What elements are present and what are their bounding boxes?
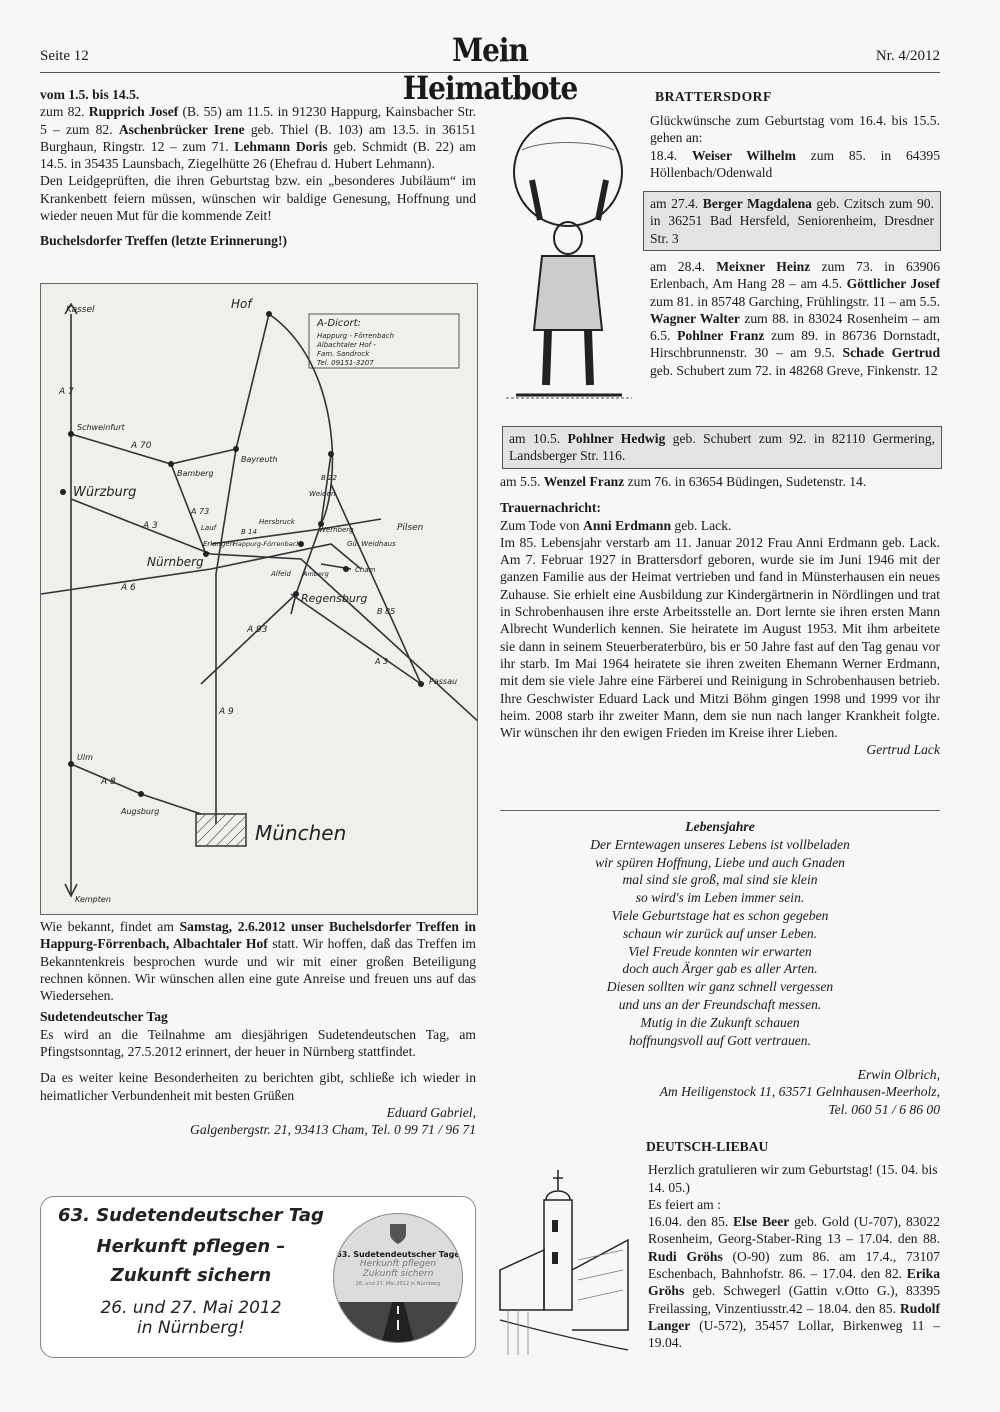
label-kempten: Kempten <box>75 895 111 904</box>
label-a3: A 3 <box>143 521 158 531</box>
obituary-heading: Trauernachricht: <box>500 500 601 516</box>
label-augsburg: Augsburg <box>121 807 160 816</box>
masthead-title: Mein Heimatbote <box>402 31 578 107</box>
poem-line: mal sind sie groß, mal sind sie klein <box>622 872 818 888</box>
event-badge <box>333 1213 463 1343</box>
label-b85: B 85 <box>377 607 396 616</box>
label-bamberg: Bamberg <box>177 469 214 478</box>
ad-line: 63. Sudetendeutscher Tag <box>58 1205 324 1226</box>
brattersdorf-list <box>650 112 940 181</box>
obituary-section <box>500 473 940 759</box>
note-line: Tel. 09151-3207 <box>317 359 374 367</box>
birthday-list: zum 82. Rupprich Josef (B. 55) am 11.5. in 91230 Happurg, Kainsbacher Str. 5 – zum 82. Aschenbrücker Irene geb. Thiel (B. 103) am 13.5. in 36151 Burghaun, Ringstr. 12 – zum 71. Lehmann Doris geb. Schmidt (B. 22) am 14.5. in 35435 Launsbach, Ziegelhütte 26 (Ehefrau d. Hubert Lehmann). <box>40 104 477 172</box>
sudeten-text: Es wird an die Teilnahme am diesjährigen Sudetendeutschen Tag, am Pfingstsonntag, 27.5.2012 erinnert, der heuer in Nürnberg stattfindet. <box>40 1026 476 1060</box>
label-weiden: Weiden <box>309 490 336 498</box>
label-muenchen: München <box>255 821 347 845</box>
poem <box>500 818 940 1049</box>
brattersdorf-heading: BRATTERSDORF <box>655 89 772 104</box>
shield-icon <box>388 1222 408 1246</box>
obituary-intro: Zum Tode von Anni Erdmann geb. Lack. <box>500 517 732 533</box>
poem-line: so wird's im Leben immer sein. <box>635 890 805 906</box>
label-happurg: Happurg-Förrenbach <box>233 540 301 548</box>
sick-wish-text: Den Leidgeprüften, die ihren Geburtstag bzw. ein „besonderes Jubiläum“ im Krankenbett feiern müssen, wünschen wir baldige Genesung, Hoffnung und wieder neuen Mut für die kommende Zeit! <box>40 173 476 224</box>
road-icon <box>334 1302 462 1342</box>
deutsch-liebau-section <box>648 1138 940 1352</box>
label-schweinfurt: Schweinfurt <box>77 423 125 432</box>
ad-line: 26. und 27. Mai 2012 <box>100 1298 282 1318</box>
poem-line: Mutig in die Zukunft schauen <box>640 1014 800 1030</box>
issue-number: Nr. 4/2012 <box>875 48 940 64</box>
page-number: Seite 12 <box>40 48 89 64</box>
label-bayreuth: Bayreuth <box>241 455 278 464</box>
label-a73: A 73 <box>191 507 210 516</box>
treffen-text: Wie bekannt, findet am Samstag, 2.6.2012 unser Buchelsdorfer Treffen in Happurg-Förrenbach, Albachtaler Hof statt. Wir hoffen, daß das Treffen im Bekanntenkreis besprochen wurde und wir mit einer großen Beteiligung rechnen können. Wir wünschen allen eine gute Anreise und freuen uns auf das Wiedersehen. <box>40 919 476 1004</box>
label-erlangen: Erlangen <box>203 540 235 548</box>
obituary-text: Im 85. Lebensjahr verstarb am 11. Januar 2012 Frau Anni Erdmann geb. Lack. Am 7. Februar 1927 in Brattersdorf geboren, wurde sie im Juni 1946 mit der ganzen Familie aus der Heimat vertrieben und fand in Münsterhausen ein neues Zuhause. Sie erhielt eine Ausbildung zur Kindergärtnerin in Nördlingen und trat in Schrobenhausen ihre erste Arbeitsstelle an. Dort lernte sie ihren ersten Mann Albrecht Wunderlich kennen. Sie heiratete im August 1953. Mit ihm arbeitete sie dann in seinem Steuerberaterbüro, bis er 50 Jahre fast auf den Tag genau vor ihr starb. Im Mai 1964 heiratete sie ihren zweiten Ehemann Werner Erdmann, mit dem sie viele Jahre eine Färberei und Reinigung in Schrobenhausen betrieb. Ihre Geschwister Eduard Lack und Mitzi Böhm gingen 1998 und 1999 vor ihr heim. 2008 starb ihr zweiter Mann, dem sie nun nach langer Krankheit folgte. Wir wünschen ihr den ewigen Frieden im Kreise ihrer Lieben. <box>500 534 940 741</box>
note-line: Albachtaler Hof - <box>317 341 376 349</box>
brattersdorf-list-continued <box>650 258 940 379</box>
poem-author: Erwin Olbrich, <box>857 1067 940 1082</box>
closing-text: Da es weiter keine Besonderheiten zu berichten gibt, schließe ich wieder in heimatlicher Verbundenheit mit besten Grüßen <box>40 1070 476 1103</box>
label-a9: A 9 <box>219 707 234 717</box>
road-a70 <box>71 434 236 464</box>
ad-line: Herkunft pflegen – <box>96 1236 286 1257</box>
poem-line: Viel Freude konnten wir erwarten <box>628 943 812 959</box>
badge-line: Zukunft sichern <box>362 1269 434 1279</box>
poem-title: Lebensjahre <box>685 819 755 834</box>
label-ulm: Ulm <box>77 753 93 762</box>
church-illustration <box>498 1160 638 1360</box>
poem-line: schaun wir zurück auf unser Leben. <box>622 925 818 941</box>
sudeten-heading: Sudetendeutscher Tag <box>40 1009 168 1025</box>
poem-line: Diesen sollten wir ganz schnell vergessen <box>606 979 834 995</box>
poem-line: doch auch Ärger gab es aller Arten. <box>622 961 818 977</box>
route-map <box>40 283 478 915</box>
road-a9 <box>216 314 269 824</box>
obituary-signature: Gertrud Lack <box>866 742 940 758</box>
badge-line: 63. Sudetendeutscher Tage <box>336 1250 460 1259</box>
label-a6: A 6 <box>121 583 136 593</box>
birthday-entry: am 5.5. Wenzel Franz zum 76. in 63654 Büdingen, Sudetenstr. 14. <box>500 474 867 489</box>
poem-line: wir spüren Hoffnung, Liebe und auch Gnaden <box>595 854 845 870</box>
ad-line: in Nürnberg! <box>136 1318 245 1338</box>
atlas-statue-illustration <box>502 110 636 410</box>
poem-line: hoffnungsvoll auf Gott vertrauen. <box>629 1032 811 1048</box>
route-map-drawing <box>41 284 477 914</box>
label-hersbruck: Hersbruck <box>259 518 295 526</box>
label-wuerzburg: Würzburg <box>73 485 137 500</box>
note-line: Happurg - Förrenbach <box>317 332 394 340</box>
liebau-congrats: Herzlich gratulieren wir zum Geburtstag! (15. 04. bis 14. 05.) <box>648 1162 938 1195</box>
left-column-bottom <box>40 918 476 1139</box>
ad-line: Zukunft sichern <box>110 1265 272 1286</box>
signature-address: Galgenbergstr. 21, 93413 Cham, Tel. 0 99 71 / 96 71 <box>190 1122 476 1138</box>
label-b14: B 14 <box>241 528 257 536</box>
label-wernberg: Wernberg <box>319 526 354 534</box>
left-column-top <box>40 86 476 250</box>
poem-line: Der Erntewagen unseres Lebens ist vollbeladen <box>590 836 850 852</box>
poem-phone: Tel. 060 51 / 6 86 00 <box>828 1101 940 1117</box>
label-kassel: Kassel <box>66 305 95 315</box>
brattersdorf-section <box>500 88 940 105</box>
label-passau: Passau <box>429 677 458 686</box>
divider <box>500 810 940 811</box>
badge-line: 26. und 27. Mai 2012 in Nürnberg <box>355 1281 441 1287</box>
label-amberg: Amberg <box>303 570 329 578</box>
label-nuernberg: Nürnberg <box>147 555 204 569</box>
label-b22: B 22 <box>321 474 337 482</box>
highlight-box-pohlner: am 10.5. Pohlner Hedwig geb. Schubert zum 92. in 82110 Germering, Landsberger Str. 116. <box>502 426 942 469</box>
label-a70: A 70 <box>131 441 152 451</box>
liebau-intro: Es feiert am : <box>648 1196 721 1212</box>
label-a8: A 8 <box>101 777 116 787</box>
label-a3-east: A 3 <box>375 657 389 666</box>
dates-heading: vom 1.5. bis 14.5. <box>40 87 140 102</box>
poem-line: und uns an der Freundschaft messen. <box>618 996 822 1012</box>
label-hof: Hof <box>231 297 252 311</box>
poem-address: Am Heiligenstock 11, 63571 Gelnhausen-Meerholz, <box>659 1084 940 1100</box>
note-line: Fam. Sandrock <box>317 350 370 358</box>
label-a7: A 7 <box>59 387 74 397</box>
signature-name: Eduard Gabriel, <box>386 1104 476 1120</box>
poem-signature <box>500 1066 940 1118</box>
poem-line: Viele Geburtstage hat es schon gegeben <box>611 907 829 923</box>
badge-line: Herkunft pflegen <box>359 1259 437 1269</box>
label-weidhaus: Gü. Weidhaus <box>347 540 396 548</box>
label-a93: A 93 <box>247 625 268 635</box>
label-lauf: Lauf <box>201 524 217 532</box>
label-alfeld: Alfeld <box>271 570 291 578</box>
birthday-entry: am 28.4. Meixner Heinz zum 73. in 63906 Erlenbach, Am Hang 28 – am 4.5. Göttlicher Josef zum 81. in 85748 Garching, Frühlingstr. 11 – am 5.5. Wagner Walter zum 88. in 83024 Rosenheim – am 6.5. Pohlner Franz zum 89. in 86736 Dornstadt, Hirschbrunnenstr. 30 – am 9.5. Schade Gertrud geb. Schubert zum 72. in 48268 Greve, Finkenstr. 12 <box>650 259 941 378</box>
treffen-heading: Buchelsdorfer Treffen (letzte Erinnerung!) <box>40 233 288 249</box>
label-pilsen: Pilsen <box>397 523 424 533</box>
congrats-text: Glückwünsche zum Geburtstag vom 16.4. bis 15.5. gehen an: <box>650 113 940 146</box>
road-b85 <box>331 484 421 684</box>
liebau-heading: DEUTSCH-LIEBAU <box>646 1139 769 1154</box>
sudetentag-ad <box>40 1196 476 1358</box>
label-regensburg: Regensburg <box>301 592 368 605</box>
note-title: A-Dicort: <box>317 318 361 329</box>
label-cham: Cham <box>355 566 376 574</box>
liebau-birthdays: 16.04. den 85. Else Beer geb. Gold (U-707), 83022 Rosenheim, Georg-Staber-Ring 13 – 17.04. den 88. Rudi Gröhs (O-90) zum 86. am 17.4., 73107 Eschenbach, Bahnhofstr. 86. – 17.04. den 82. Erika Gröhs geb. Schwegerl (Gattin v.Otto G.), 83395 Freilassing, Vinzentiusstr.42 – 18.04. den 85. Rudolf Langer (U-572), 35457 Lollar, Birkenweg 11 – 19.04. <box>648 1214 940 1351</box>
highlight-box-berger: am 27.4. Berger Magdalena geb. Czitsch zum 90. in 36251 Bad Hersfeld, Seniorenheim, Dresdner Str. 3 <box>643 191 941 251</box>
birthday-entry: 18.4. Weiser Wilhelm zum 85. in 64395 Höllenbach/Odenwald <box>650 147 940 180</box>
